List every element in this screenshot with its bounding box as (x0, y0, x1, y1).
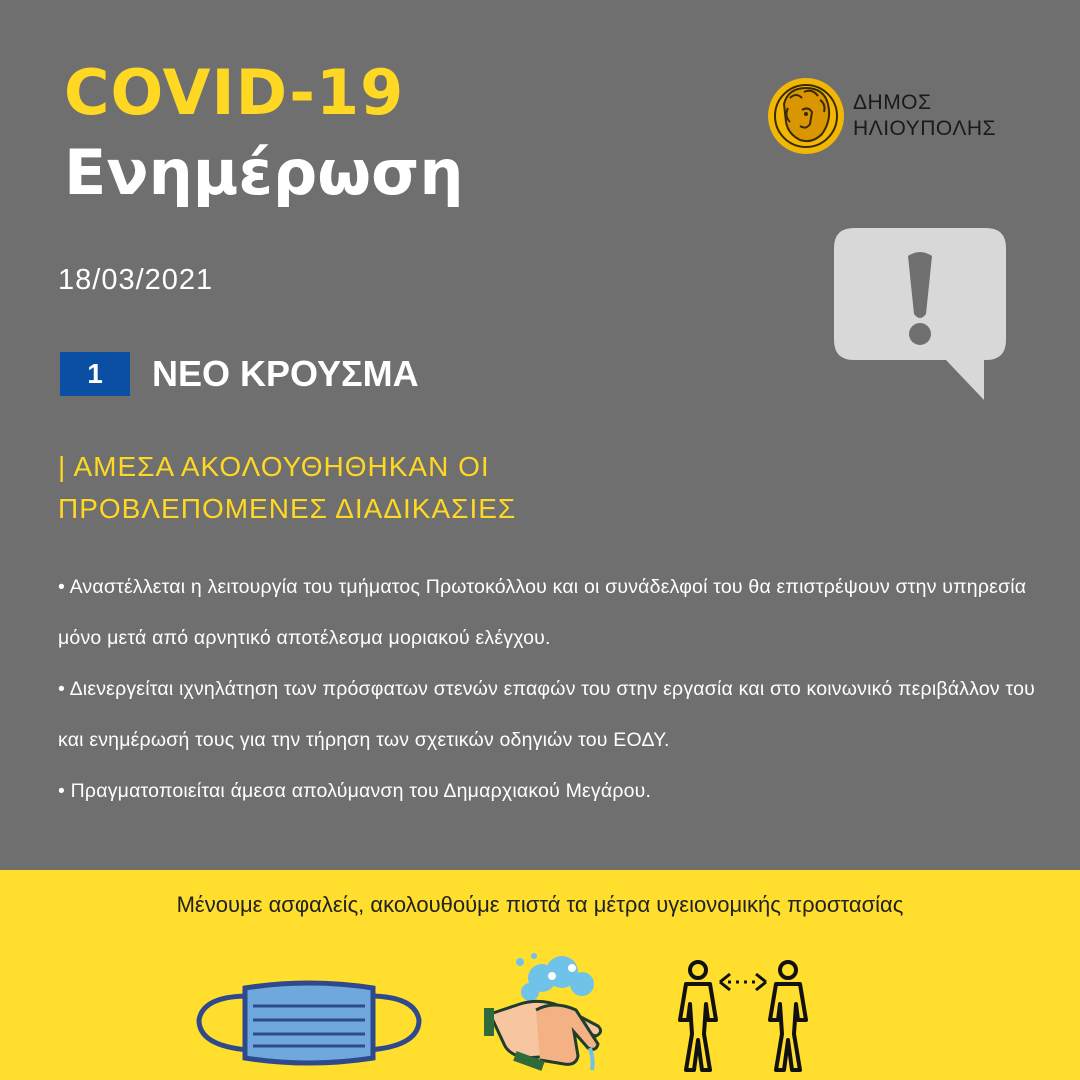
face-mask-icon (193, 974, 425, 1070)
alert-speech-bubble-icon (834, 228, 1006, 400)
case-count-badge: 1 (60, 352, 130, 396)
measure-item: • Πραγματοποιείται άμεσα απολύμανση του Δημαρχιακού Μεγάρου. (58, 780, 652, 802)
social-distancing-icon (672, 958, 814, 1076)
measures-list (58, 562, 1038, 817)
footer-banner (0, 870, 1080, 1080)
footer-message: Μένουμε ασφαλείς, ακολουθούμε πιστά τα μέτρα υγειονομικής προστασίας (176, 892, 904, 917)
measure-item: • Διενεργείται ιχνηλάτηση των πρόσφατων στενών επαφών του στην εργασία και στο κοινωνικό περιβάλλον του και ενημέρωσή τους για την τήρηση των σχετικών οδηγιών του ΕΟΔΥ. (58, 678, 1036, 751)
measure-item: • Αναστέλλεται η λειτουργία του τμήματος Πρωτοκόλλου και οι συνάδελφοί του θα επιστρέψουν στην υπηρεσία μόνο μετά από αρνητικό αποτέλεσμα μοριακού ελέγχου. (58, 576, 1027, 649)
logo-line-1: ΔΗΜΟΣ (853, 91, 932, 114)
logo-text (853, 90, 996, 142)
municipality-logo (766, 76, 1016, 156)
logo-line-2: ΗΛΙΟΥΠΟΛΗΣ (853, 117, 996, 140)
update-date: 18/03/2021 (58, 264, 214, 296)
title-covid: COVID-19 (64, 56, 405, 129)
municipality-seal-icon (766, 76, 846, 156)
title-update: Ενημέρωση (64, 136, 464, 209)
new-case-label: ΝΕΟ ΚΡΟΥΣΜΑ (152, 353, 419, 394)
hand-washing-icon (480, 948, 612, 1076)
procedures-subheading: | ΑΜΕΣΑ ΑΚΟΛΟΥΘΗΘΗΚΑΝ ΟΙ ΠΡΟΒΛΕΠΟΜΕΝΕΣ ΔΙΑΔΙΚΑΣΙΕΣ (58, 451, 517, 524)
